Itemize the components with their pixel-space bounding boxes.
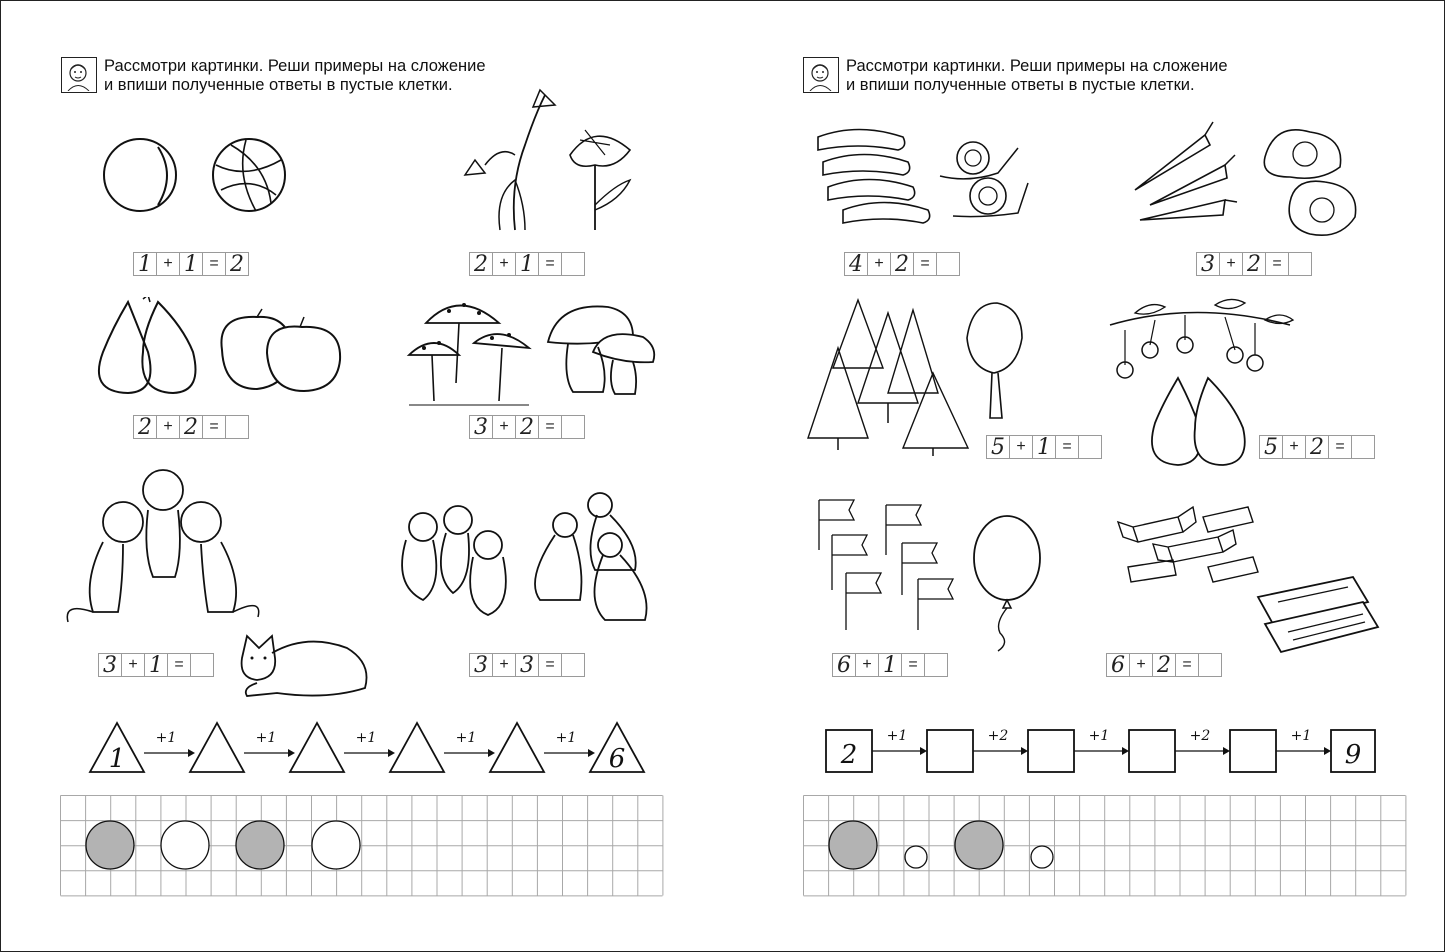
equals-sign: =	[538, 252, 562, 276]
addend-a: 3	[98, 653, 122, 677]
square-number-chain	[820, 718, 1380, 778]
right-pears-picture	[1143, 373, 1253, 468]
child-face-icon	[61, 57, 97, 93]
step-4-label: +2	[1189, 728, 1211, 744]
equals-sign: =	[538, 415, 562, 439]
addend-b: 1	[515, 252, 539, 276]
addend-b: 2	[1242, 252, 1266, 276]
instruction-line-2: и впиши полученные ответы в пустые клетки.	[104, 76, 453, 94]
plus-sign: +	[1009, 435, 1033, 459]
equation-3-plus-2	[469, 415, 585, 439]
equation-4-plus-2	[844, 252, 960, 276]
equation-2-plus-2	[133, 415, 249, 439]
equation-6-plus-2	[1106, 653, 1222, 677]
equals-sign: =	[1175, 653, 1199, 677]
answer-box[interactable]	[936, 252, 960, 276]
chocolate-bars-picture	[1253, 572, 1383, 657]
carrots-picture	[1115, 120, 1240, 230]
left-pattern-grid	[60, 795, 665, 897]
step-4-label: +1	[455, 730, 477, 746]
instruction-line-2: и впиши полученные ответы в пустые клетки.	[846, 76, 1195, 94]
kitten-picture	[237, 628, 372, 703]
step-3-label: +1	[1088, 728, 1110, 744]
gray-circle	[86, 821, 134, 869]
equals-sign: =	[167, 653, 191, 677]
addend-b: 1	[144, 653, 168, 677]
plus-sign: +	[1129, 653, 1153, 677]
plus-sign: +	[855, 653, 879, 677]
equation-3-plus-1	[98, 653, 214, 677]
snowdrop-and-flower-picture	[455, 85, 645, 235]
equation-5-plus-2	[1259, 435, 1375, 459]
snails-picture	[938, 128, 1033, 218]
square-4[interactable]	[1129, 730, 1175, 772]
addend-a: 1	[133, 252, 157, 276]
equals-sign: =	[202, 415, 226, 439]
left-instruction	[61, 57, 486, 95]
addend-b: 2	[515, 415, 539, 439]
plus-sign: +	[492, 415, 516, 439]
addend-a: 3	[469, 653, 493, 677]
porcini-mushrooms-picture	[543, 302, 658, 397]
addend-a: 3	[469, 415, 493, 439]
fly-agarics-picture	[404, 293, 534, 413]
answer-box[interactable]	[924, 653, 948, 677]
answer-box[interactable]	[1351, 435, 1375, 459]
triangle-6-value: 6	[608, 744, 626, 774]
addend-b: 1	[878, 653, 902, 677]
child-face-icon	[803, 57, 839, 93]
answer-box[interactable]	[1078, 435, 1102, 459]
instruction-line-1: Рассмотри картинки. Реши примеры на сложение	[846, 57, 1228, 75]
triangle-5[interactable]	[490, 723, 544, 772]
plus-sign: +	[1219, 252, 1243, 276]
small-white-circle	[905, 846, 927, 868]
answer-box[interactable]	[561, 415, 585, 439]
right-instruction	[803, 57, 1228, 95]
equation-3-plus-2	[1196, 252, 1312, 276]
triangle-1-value: 1	[108, 744, 126, 774]
square-2[interactable]	[927, 730, 973, 772]
addend-b: 2	[1305, 435, 1329, 459]
answer-box[interactable]	[190, 653, 214, 677]
addend-b: 1	[1032, 435, 1056, 459]
plus-sign: +	[492, 653, 516, 677]
puppies-picture	[63, 462, 268, 632]
addend-a: 2	[133, 415, 157, 439]
equation-3-plus-3	[469, 653, 585, 677]
balls-picture	[96, 135, 296, 215]
addend-a: 6	[832, 653, 856, 677]
step-1-label: +1	[886, 728, 908, 744]
addend-a: 6	[1106, 653, 1130, 677]
instruction-line-1: Рассмотри картинки. Реши примеры на сложение	[104, 57, 486, 75]
plus-sign: +	[156, 415, 180, 439]
step-3-label: +1	[355, 730, 377, 746]
step-2-label: +2	[987, 728, 1009, 744]
addend-b: 2	[179, 415, 203, 439]
answer-box[interactable]	[1288, 252, 1312, 276]
chicks-picture	[388, 505, 523, 625]
equation-2-plus-1	[469, 252, 585, 276]
plus-sign: +	[121, 653, 145, 677]
right-pattern-grid	[803, 795, 1408, 897]
equals-sign: =	[1055, 435, 1079, 459]
gray-circle	[829, 821, 877, 869]
gray-circle	[236, 821, 284, 869]
equals-sign: =	[1328, 435, 1352, 459]
addend-a: 5	[1259, 435, 1283, 459]
answer-box[interactable]	[561, 653, 585, 677]
addend-a: 3	[1196, 252, 1220, 276]
step-2-label: +1	[255, 730, 277, 746]
plus-sign: +	[156, 252, 180, 276]
equation-1-plus-1	[133, 252, 249, 276]
step-5-label: +1	[1290, 728, 1312, 744]
square-3[interactable]	[1028, 730, 1074, 772]
gray-circle	[955, 821, 1003, 869]
equals-sign: =	[202, 252, 226, 276]
equals-sign: =	[901, 653, 925, 677]
white-circle	[161, 821, 209, 869]
triangle-3[interactable]	[290, 723, 344, 772]
plus-sign: +	[867, 252, 891, 276]
small-white-circle	[1031, 846, 1053, 868]
equals-sign: =	[538, 653, 562, 677]
square-1-value: 2	[840, 740, 858, 770]
equation-6-plus-1	[832, 653, 948, 677]
fir-trees-picture	[803, 298, 973, 458]
addend-b: 1	[179, 252, 203, 276]
addend-b: 2	[1152, 653, 1176, 677]
triangle-2[interactable]	[190, 723, 244, 772]
triangle-4[interactable]	[390, 723, 444, 772]
maple-tree-picture	[962, 298, 1027, 423]
square-6-value: 9	[1344, 740, 1362, 770]
equation-5-plus-1	[986, 435, 1102, 459]
flags-picture	[814, 495, 964, 635]
addend-a: 5	[986, 435, 1010, 459]
step-1-label: +1	[155, 730, 177, 746]
balloon-picture	[970, 513, 1045, 653]
answer-box[interactable]	[225, 415, 249, 439]
addend-b: 3	[515, 653, 539, 677]
triangle-number-chain	[80, 718, 660, 778]
square-5[interactable]	[1230, 730, 1276, 772]
cherries-picture	[1105, 295, 1295, 385]
equals-sign: =	[1265, 252, 1289, 276]
caterpillars-picture	[808, 122, 938, 227]
answer-box[interactable]: 2	[225, 252, 249, 276]
pears-picture	[88, 297, 208, 397]
ducklings-picture	[525, 490, 655, 630]
cabbages-picture	[1250, 122, 1360, 242]
addend-b: 2	[890, 252, 914, 276]
addend-a: 2	[469, 252, 493, 276]
answer-box[interactable]	[561, 252, 585, 276]
answer-box[interactable]	[1198, 653, 1222, 677]
addend-a: 4	[844, 252, 868, 276]
equals-sign: =	[913, 252, 937, 276]
apples-picture	[212, 305, 347, 395]
plus-sign: +	[1282, 435, 1306, 459]
white-circle	[312, 821, 360, 869]
step-5-label: +1	[555, 730, 577, 746]
plus-sign: +	[492, 252, 516, 276]
